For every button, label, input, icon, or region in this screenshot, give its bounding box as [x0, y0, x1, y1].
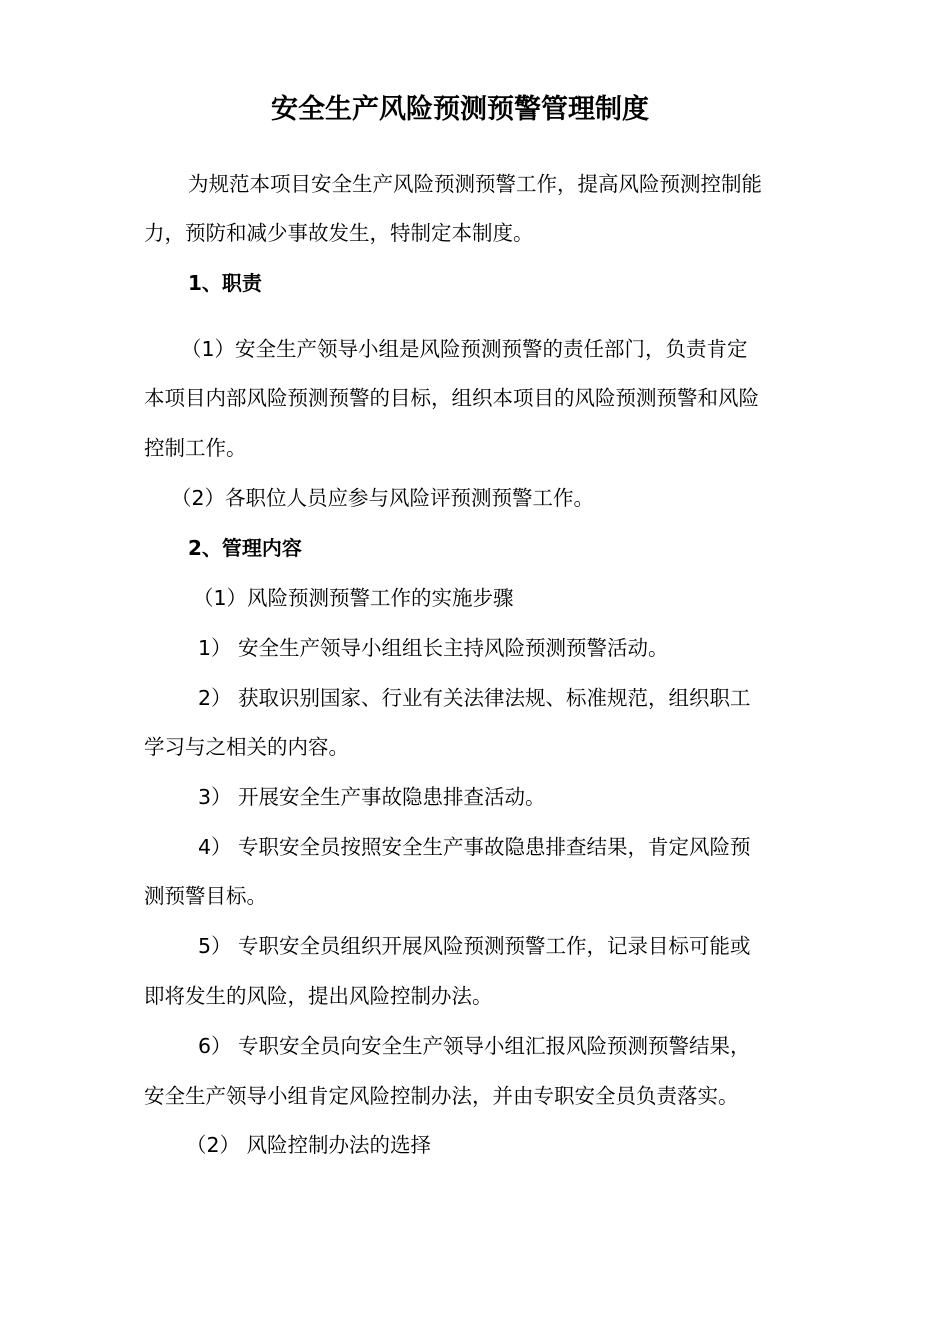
section-1-item-1-line-3: 控制工作。	[144, 436, 247, 460]
step-3: 3） 开展安全生产事故隐患排查活动。	[198, 785, 546, 809]
section-2-sub-1: （1）风险预测预警工作的实施步骤	[193, 586, 514, 610]
section-2-heading: 2、管理内容	[188, 536, 302, 560]
step-6-line-2: 安全生产领导小组肯定风险控制办法，并由专职安全员负责落实。	[144, 1084, 739, 1108]
section-2-sub-2: （2） 风险控制办法的选择	[186, 1133, 432, 1157]
step-2-line-1: 2） 获取识别国家、行业有关法律法规、标准规范，组织职工	[198, 686, 751, 710]
step-4-line-2: 测预警目标。	[144, 884, 267, 908]
step-4-line-1: 4） 专职安全员按照安全生产事故隐患排查结果，肯定风险预	[198, 835, 751, 859]
intro-line-2: 力，预防和减少事故发生，特制定本制度。	[144, 221, 534, 245]
section-1-item-1-line-1: （1）安全生产领导小组是风险预测预警的责任部门，负责肯定	[181, 337, 748, 361]
section-1-heading: 1、职责	[188, 271, 262, 295]
step-1: 1） 安全生产领导小组组长主持风险预测预警活动。	[198, 636, 669, 660]
section-1-item-2: （2）各职位人员应参与风险评预测预警工作。	[171, 486, 595, 510]
document-title: 安全生产风险预测预警管理制度	[271, 94, 649, 125]
step-2-line-2: 学习与之相关的内容。	[144, 735, 349, 759]
step-5-line-2: 即将发生的风险，提出风险控制办法。	[144, 984, 493, 1008]
step-5-line-1: 5） 专职安全员组织开展风险预测预警工作，记录目标可能或	[198, 934, 751, 958]
section-1-item-1-line-2: 本项目内部风险预测预警的目标，组织本项目的风险预测预警和风险	[144, 386, 759, 410]
intro-line-1: 为规范本项目安全生产风险预测预警工作，提高风险预测控制能	[188, 172, 762, 196]
step-6-line-1: 6） 专职安全员向安全生产领导小组汇报风险预测预警结果，	[198, 1034, 751, 1058]
